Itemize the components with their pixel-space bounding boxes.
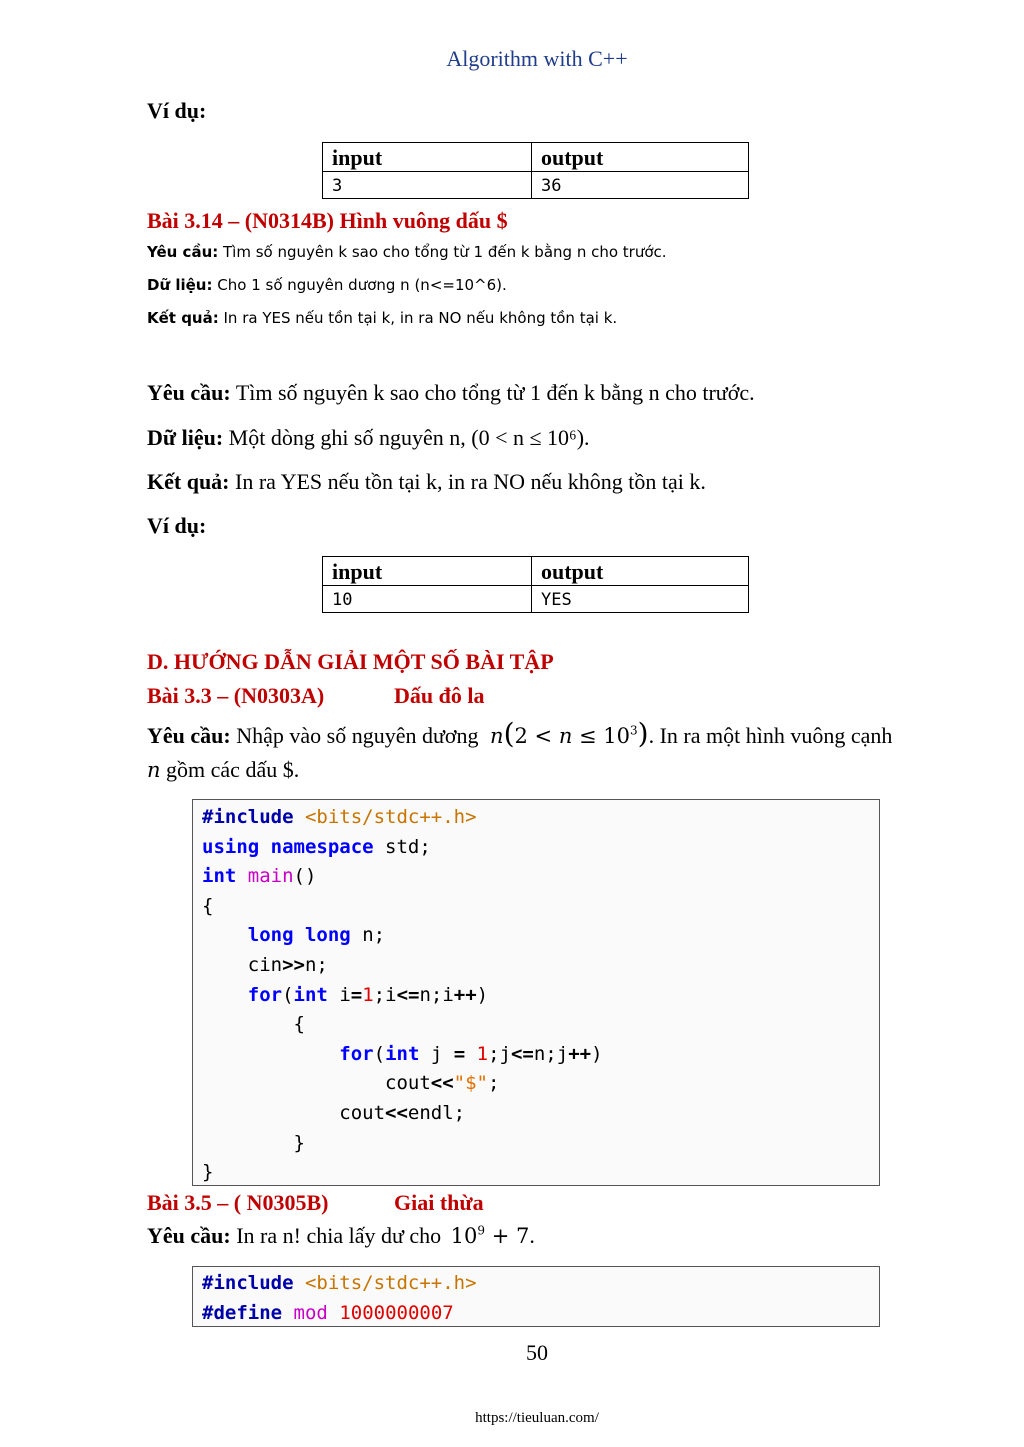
- result-text: In ra YES nếu tồn tại k, in ra NO nếu không tồn tại k.: [235, 469, 706, 494]
- example-table-2: [322, 556, 749, 613]
- running-header: Algorithm with C++: [446, 46, 628, 71]
- small-data: [147, 276, 507, 294]
- table-cell-input: 10: [323, 586, 532, 613]
- requirement-label: Yêu cầu:: [147, 723, 231, 748]
- requirement-text-cont: . In ra một hình vuông cạnh: [648, 723, 893, 748]
- small-req-label: Yêu cầu:: [147, 243, 219, 261]
- table-header-input: input: [323, 557, 532, 586]
- modulus-formula: $10^9 + 7$: [450, 1223, 530, 1248]
- requirement-label: Yêu cầu:: [147, 1223, 231, 1248]
- code-line: #include <bits/stdc++.h>: [202, 1272, 477, 1294]
- code-line: using namespace std;: [202, 835, 431, 858]
- small-data-label: Dữ liệu:: [147, 276, 213, 294]
- code-block-3-3: [192, 799, 880, 1186]
- result-label: Kết quả:: [147, 469, 230, 494]
- code-line: for(int i=1;i<=n;i++): [247, 983, 489, 1006]
- code-line: long long n;: [247, 924, 386, 947]
- requirement-3-5: Yêu cầu: In ra n! chia lấy dư cho $10^9 + 7$.: [147, 1223, 535, 1248]
- requirement-3-3: [147, 717, 892, 750]
- code-line: cout<<endl;: [202, 1101, 466, 1124]
- requirement-label: Yêu cầu:: [147, 380, 231, 405]
- table-header-output: output: [532, 557, 749, 586]
- small-result: [147, 309, 617, 327]
- code-line: }: [202, 1131, 305, 1154]
- code-line: for(int j = 1;j<=n;j++): [339, 1042, 603, 1065]
- data-line: [147, 425, 590, 451]
- code-line: #include <bits/stdc++.h>: [202, 806, 477, 828]
- code-line: cout<<"$";: [202, 1072, 500, 1095]
- data-label: Dữ liệu:: [147, 425, 224, 450]
- small-data-text: Cho 1 số nguyên dương n (n<=10^6).: [212, 276, 507, 294]
- requirement-text: Tìm số nguyên k sao cho tổng từ 1 đến k bằng n cho trước.: [235, 380, 755, 405]
- var-n: n: [147, 758, 161, 782]
- exercise-name-3-5: Giai thừa: [394, 1190, 484, 1215]
- example-label-2: Ví dụ:: [147, 513, 207, 538]
- exercise-name-3-3: Dấu đô la: [394, 683, 485, 708]
- data-text: Một dòng ghi số nguyên n, (0 < n ≤ 10⁶).: [228, 425, 590, 450]
- requirement-text: In ra n! chia lấy dư cho: [236, 1223, 442, 1248]
- table-cell-output: 36: [532, 172, 749, 199]
- example-table-1: [322, 142, 749, 199]
- code-line: {: [202, 894, 214, 917]
- table-cell-output: YES: [532, 586, 749, 613]
- result-line: [147, 469, 706, 495]
- requirement-text: Nhập vào số nguyên dương: [236, 723, 479, 748]
- table-header-output: output: [532, 143, 749, 172]
- small-result-label: Kết quả:: [147, 309, 219, 327]
- constraint-formula: $n(2 < n \le 10^3)$: [490, 717, 649, 750]
- footer-url: https://tieuluan.com/: [475, 1410, 599, 1426]
- requirement-text-end: gồm các dấu $.: [166, 757, 300, 782]
- requirement-line: [147, 380, 755, 406]
- exercise-id-3-5: Bài 3.5 – ( N0305B): [147, 1190, 329, 1215]
- code-block-3-5: [192, 1266, 880, 1327]
- table-header-input: input: [323, 143, 532, 172]
- code-line: cin>>n;: [202, 953, 328, 976]
- code-line: {: [202, 1013, 305, 1036]
- small-req-text: Tìm số nguyên k sao cho tổng từ 1 đến k bằng n cho trước.: [218, 243, 667, 261]
- exercise-id-3-3: Bài 3.3 – (N0303A): [147, 683, 325, 708]
- small-result-text: In ra YES nếu tồn tại k, in ra NO nếu không tồn tại k.: [218, 309, 618, 327]
- example-label: Ví dụ:: [147, 98, 207, 123]
- table-cell-input: 3: [323, 172, 532, 199]
- code-line: #define mod 1000000007: [202, 1301, 454, 1324]
- section-d-title: D. HƯỚNG DẪN GIẢI MỘT SỐ BÀI TẬP: [147, 649, 554, 674]
- code-line: }: [202, 1161, 214, 1184]
- exercise-title-3-14: Bài 3.14 – (N0314B) Hình vuông dấu $: [147, 208, 508, 233]
- code-line: int main(): [202, 865, 317, 888]
- page-number: 50: [526, 1340, 548, 1365]
- small-requirement: [147, 243, 667, 261]
- requirement-3-3-line2: [147, 757, 299, 783]
